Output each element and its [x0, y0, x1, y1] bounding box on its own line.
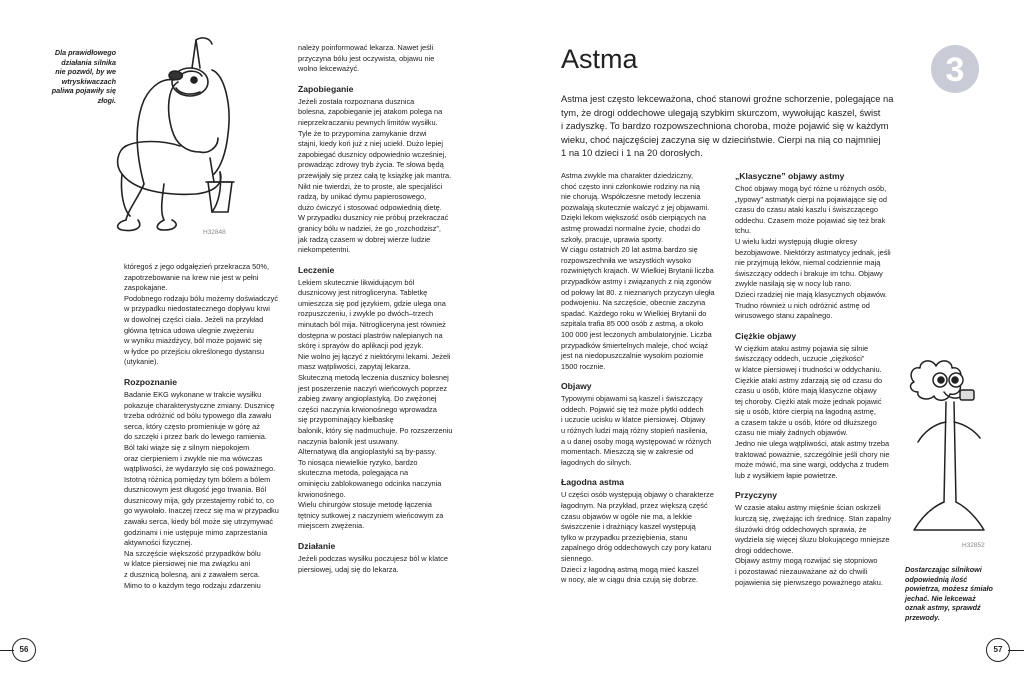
przyczyny-text: W czasie ataku astmy mięśnie ścian oskrzeli kurczą się, zwężając ich średnicę. Stan zapalny śluzówki dróg oddechowych sprawia, że wydziela się więcej śluzu blokującego mniejsze drogi oddechowe. Objawy astmy mogą rozwijać się stopniowo i pozostawać niezauważane aż do chwili pojawienia się pierwszego poważnego ataku. — [735, 503, 892, 587]
chapter-number: 3 — [945, 51, 965, 89]
przyczyny-heading: Przyczyny — [735, 490, 778, 501]
left-illustration-ref: H32848 — [203, 229, 226, 236]
page-title: Astma — [561, 44, 638, 74]
dzialanie-text: Jeżeli podczas wysiłku poczujesz ból w klatce piersiowej, udaj się do lekarza. — [298, 553, 448, 574]
klasyczne-text: Choć objawy mogą być różne u różnych osób, „typowy” astmatyk cierpi na pojawiające się od czasu do czasu ataki kaszlu i świszczącego oddechu. Czasem może pojawiać się też brak tchu. U wielu ludzi występują długie okresy bezobjawowe. Niektórzy astmatycy jednak, jeśli nie przyjmują leków, niemal codziennie mają świszczący oddech i brakuje im tchu. Objawy zwykle nasilają się w nocy lub rano. Dzieci rzadziej nie mają klasycznych objawów. Trudno również u nich odróżnić astmę od wirusowego stanu zapalnego. — [735, 184, 891, 321]
zapobieganie-text: Jeżeli została rozpoznana dusznica bolesna, zapobieganie jej atakom polega na nieprzekraczaniu pewnych limitów wysiłku. Tyle że to przypomina zamykanie drzwi stajni, kiedy koń już z niej uciekł. Dużo lepiej zapobiegać dusznicy odpowiednio wcześniej, prowadząc zdrowy tryb życia. Te słowa będą przewijały się przez całą tę książkę jak mantra. Nikt nie twierdzi, że to proste, ale specjaliści radzą, by unikać dymu papierosowego, dużo ćwiczyć i stosować odpowiednią dietę. W przypadku dusznicy nie próbuj przekraczać granicy bólu w nadziei, że go „rozchodzisz”, jak radzą czasem w dobrej wierze ludzie niekompetentni. — [298, 96, 452, 255]
left-page-number: 56 — [12, 638, 36, 662]
objawy-text: Typowymi objawami są kaszel i świszczący oddech. Pojawić się też może płytki oddech i uczucie ucisku w klatce piersiowej. Objawy u różnych ludzi mają różny stopień nasilenia, a u danej osoby mogą występować w różnych momentach. Mieszczą się w zakresie od łagodnych do silnych. — [561, 394, 712, 467]
right-page-number: 57 — [986, 638, 1010, 662]
air-filter-character-illustration — [904, 352, 994, 542]
right-column-2 — [735, 171, 907, 588]
chapter-number-badge — [930, 44, 980, 94]
right-caption: Dostarczając silnikowi odpowiednią ilość powietrza, możesz śmiało jechać. Nie lekceważ oznak astmy, sprawdź przewody. — [905, 565, 993, 622]
rozpoznanie-text: Badanie EKG wykonane w trakcie wysiłku pokazuje charakterystyczne zmiany. Dusznicę trzeba odróżnić od bólu typowego dla zawału serca, który często promieniuje w górę aż do szczęki i przez bark do lewego ramienia. Ból taki wiąże się z silnym niepokojem oraz cierpieniem i zwykle nie ma wówczas wątpliwości, że wydarzyło się coś poważnego. Istotną różnicą pomiędzy tym bólem a bólem dusznicowym jest długość jego trwania. Ból dusznicowy mija, gdy przestajemy robić to, co go wywołało. Inaczej rzecz się ma w przypadku zawału serca, kiedy ból może się utrzymywać godzinami i nie ustępuje mimo zaprzestania aktywności fizycznej. Na szczęście większość przypadków bólu w klatce piersiowej nie ma związku ani z dusznicą bolesną, ani z zawałem serca. Mimo to o każdym tego rodzaju zdarzeniu — [124, 389, 279, 590]
rozpoznanie-heading: Rozpoznanie — [124, 376, 177, 387]
car-armchair-illustration — [104, 34, 254, 234]
left-column-2 — [298, 43, 468, 575]
ciezkie-heading: Ciężkie objawy — [735, 330, 797, 341]
right-footer-rule — [1008, 650, 1024, 651]
zapobieganie-heading: Zapobieganie — [298, 83, 354, 94]
left-col2-intro: należy poinformować lekarza. Nawet jeśli przyczyna bólu jest oczywista, objawu nie wolno lekceważyć. — [298, 43, 435, 74]
intro-text: Astma jest często lekceważona, choć stanowi groźne schorzenie, polegające na tym, że drogi oddechowe ulegają szybkim skurczom, wywołując kaszel, świst i zadyszkę. To bardzo rozpowszechniona choroba, może pojawić się w każdym wieku, choć najczęściej zaczyna się w dzieciństwie. Cierpi na nią co najmniej 1 na 10 dzieci i 1 na 20 dorosłych. — [561, 93, 894, 159]
right-column-1 — [561, 171, 731, 586]
right-illustration-ref: H32852 — [962, 542, 985, 549]
leczenie-heading: Leczenie — [298, 264, 335, 275]
leczenie-text: Lekiem skutecznie likwidującym ból dusznicowy jest nitrogliceryna. Tabletkę umieszcza się pod językiem, gdzie ulega ona rozpuszczeniu, i zwykle po dwóch–trzech minutach ból mija. Nitrogliceryna jest również dostępna w postaci plastrów nalepianych na skórę i sprayów do aplikacji pod język. Nie wolno jej łączyć z niektórymi lekami. Jeżeli masz wątpliwości, zapytaj lekarza. Skuteczną metodą leczenia dusznicy bolesnej jest poszerzenie naczyń wieńcowych poprzez zabieg zwany angioplastyką. Do zwężonej części naczynia krwionośnego wprowadza się przypominający kiełbaskę balonik, który się nadmuchuje. Po rozszerzeniu naczynia balonik jest usuwany. Alternatywą dla angioplastyki są by-passy. To niosąca niewielkie ryzyko, bardzo skuteczna metoda, polegająca na ominięciu zablokowanego odcinka naczynia krwionośnego. Wielu chirurgów stosuje metodę łączenia tętnicy sutkowej z naczyniem wieńcowym za miejscem zwężenia. — [298, 277, 453, 531]
ciezkie-text: W ciężkim ataku astmy pojawia się silnie świszczący oddech, uczucie „ciężkości” w klatce piersiowej i trudności w oddychaniu. Ciężkie ataki astmy zdarzają się od czasu do czasu u osób, które mają klasyczne objawy tej choroby. Ciężki atak może jednak pojawić się u osób, które cierpią na łagodną astmę, a czasem także u osób, które od dłuższego czasu nie miały żadnych objawów. Jedno nie ulega wątpliwości, atak astmy trzeba traktować poważnie, szczególnie jeśli chory nie może mówić, ma sine wargi, oddycha z trudem lub z wysiłkiem łapie powietrze. — [735, 343, 890, 480]
lagodna-text: U części osób występują objawy o charakterze łagodnym. Na przykład, przez większą część czasu objawów w ogóle nie ma, a lekkie świszczenie i drażniący kaszel występują tylko w przypadku przeziębienia, stanu zapalnego dróg oddechowych czy pory kataru siennego. Dzieci z łagodną astmą mogą mieć kaszel w nocy, ale w ciągu dnia czują się dobrze. — [561, 490, 714, 585]
left-caption: Dla prawidłowego działania silnika nie pozwól, by we wtryskiwaczach paliwa pojawiły się złogi. — [51, 48, 116, 105]
lagodna-heading: Łagodna astma — [561, 477, 625, 488]
dzialanie-heading: Działanie — [298, 540, 336, 551]
astma-text: Astma zwykle ma charakter dziedziczny, choć często inni członkowie rodziny na nią nie chorują. Współczesne metody leczenia pozwalają skutecznie walczyć z jej objawami. Dzięki lekom większość osób cierpiących na astmę prowadzi normalne życie, chodzi do szkoły, pracuje, uprawia sporty. W ciągu ostatnich 20 lat astma bardzo się rozpowszechniła we wszystkich wysoko rozwiniętych krajach. W Wielkiej Brytanii liczba przypadków astmy i związanych z nią zgonów od połowy lat 80. z nieznanych przyczyn uległa podwojeniu. Na szczęście, obecnie zaczyna spadać. Każdego roku w Wielkiej Brytanii do szpitala trafia 85 000 osób z astmą, a około 100 000 jest leczonych ambulatoryjnie. Liczba przypadków śmiertelnych maleje, choć wciąż jest na niedopuszczalnie wysokim poziomie 1500 rocznie. — [561, 171, 715, 371]
left-column-1 — [124, 262, 294, 591]
klasyczne-heading: „Klasyczne” objawy astmy — [735, 171, 845, 181]
left-col1-intro: któregoś z jego odgałęzień przekracza 50%, zapotrzebowanie na krew nie jest w pełni zaspokajane. Podobnego rodzaju bólu możemy doświadczyć w przypadku niedostatecznego dopływu krwi w dowolnej części ciała. Jeżeli na przykład główna tętnica udowa ulegnie zwężeniu w wyniku miażdżycy, ból może pojawić się w łydce po przejściu określonego dystansu (utykanie). — [124, 262, 279, 367]
objawy-heading: Objawy — [561, 381, 592, 392]
